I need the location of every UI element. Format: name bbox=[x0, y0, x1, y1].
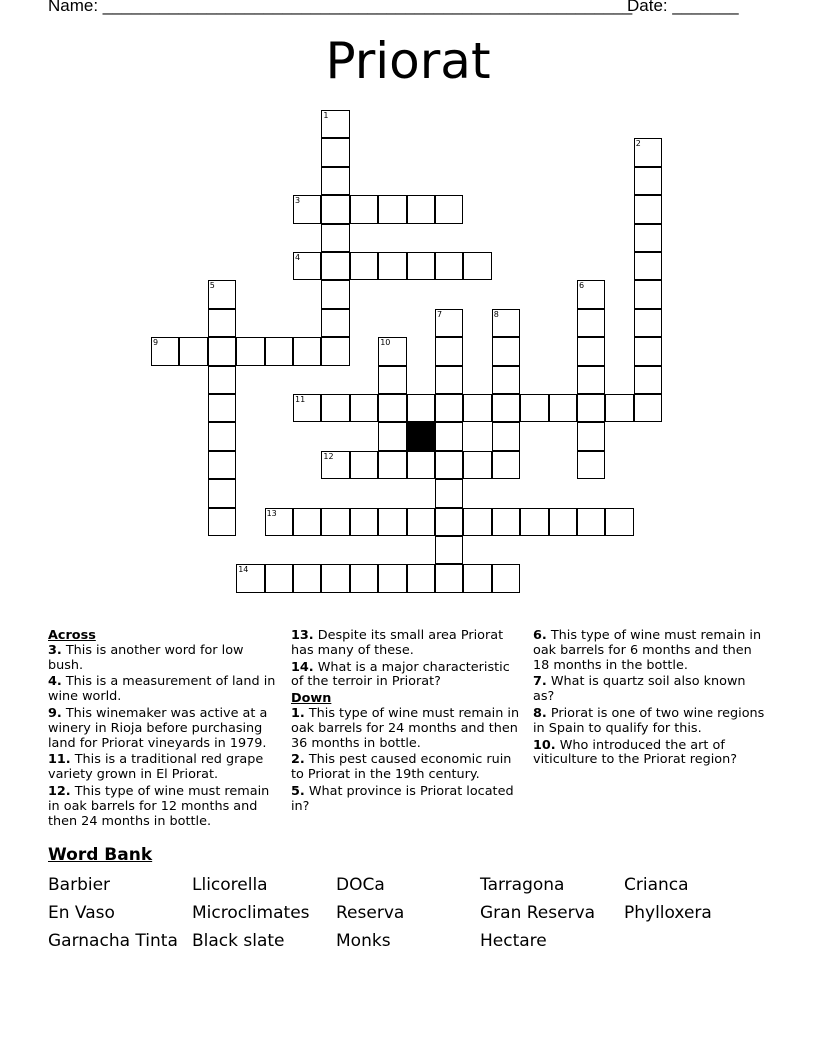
crossword-cell[interactable] bbox=[634, 252, 662, 280]
crossword-cell[interactable] bbox=[435, 536, 463, 564]
crossword-cell[interactable] bbox=[577, 422, 605, 450]
crossword-cell[interactable] bbox=[350, 195, 378, 223]
crossword-cell[interactable] bbox=[492, 451, 520, 479]
crossword-cell[interactable] bbox=[208, 366, 236, 394]
crossword-cell[interactable] bbox=[463, 252, 491, 280]
crossword-cell[interactable] bbox=[577, 394, 605, 422]
crossword-cell[interactable] bbox=[435, 252, 463, 280]
clues-column-2 bbox=[291, 629, 523, 817]
clue-across-13: 13. Despite its small area Priorat has many of these. bbox=[291, 628, 504, 658]
crossword-cell[interactable] bbox=[293, 564, 321, 592]
crossword-cell[interactable] bbox=[293, 252, 321, 280]
crossword-cell[interactable] bbox=[378, 451, 406, 479]
crossword-cell[interactable] bbox=[407, 451, 435, 479]
word-bank-item: DOCa bbox=[336, 875, 385, 895]
crossword-cell[interactable] bbox=[378, 366, 406, 394]
crossword-cell[interactable] bbox=[378, 252, 406, 280]
crossword-cell[interactable] bbox=[321, 451, 349, 479]
word-bank-item: Phylloxera bbox=[624, 903, 712, 923]
crossword-cell[interactable] bbox=[492, 422, 520, 450]
crossword-cell[interactable] bbox=[378, 394, 406, 422]
crossword-cell[interactable] bbox=[435, 309, 463, 337]
clues-column-3 bbox=[533, 629, 765, 770]
clue-across-3: 3. This is another word for low bush. bbox=[48, 642, 244, 673]
clue-across-11: 11. This is a traditional red grape variety grown in El Priorat. bbox=[48, 752, 264, 783]
crossword-cell[interactable] bbox=[435, 366, 463, 394]
crossword-cell[interactable] bbox=[321, 280, 349, 308]
word-bank-item: Reserva bbox=[336, 903, 405, 923]
crossword-cell[interactable] bbox=[378, 564, 406, 592]
crossword-cell[interactable] bbox=[407, 394, 435, 422]
down-heading: Down bbox=[291, 691, 332, 707]
word-bank-item: Microclimates bbox=[192, 903, 310, 923]
crossword-cell[interactable] bbox=[634, 224, 662, 252]
clue-number: 5 bbox=[209, 281, 215, 291]
clue-down-10: 10. Who introduced the art of viticulture to the Priorat region? bbox=[533, 737, 738, 768]
crossword-cell[interactable] bbox=[435, 451, 463, 479]
crossword-cell[interactable] bbox=[321, 337, 349, 365]
crossword-cell[interactable] bbox=[265, 564, 293, 592]
crossword-cell[interactable] bbox=[605, 508, 633, 536]
crossword-cell[interactable] bbox=[577, 337, 605, 365]
clue-number: 7 bbox=[437, 309, 443, 319]
crossword-cell[interactable] bbox=[378, 337, 406, 365]
crossword-cell[interactable] bbox=[435, 337, 463, 365]
crossword-cell[interactable] bbox=[293, 394, 321, 422]
across-heading: Across bbox=[48, 628, 96, 643]
clue-across-12: 12. This type of wine must remain in oak barrels for 12 months and then 24 months in bottle. bbox=[48, 783, 270, 829]
crossword-cell[interactable] bbox=[492, 309, 520, 337]
crossword-cell[interactable] bbox=[321, 167, 349, 195]
page-title: Priorat bbox=[325, 32, 491, 90]
clue-down-1: 1. This type of wine must remain in oak barrels for 24 months and then 36 months in bottle. bbox=[291, 705, 520, 751]
crossword-cell[interactable] bbox=[407, 195, 435, 223]
clue-number: 3 bbox=[295, 196, 301, 206]
clue-down-5: 5. What province is Priorat located in? bbox=[291, 783, 514, 814]
crossword-cell[interactable] bbox=[520, 394, 548, 422]
crossword-cell[interactable] bbox=[577, 366, 605, 394]
crossword-cell[interactable] bbox=[492, 366, 520, 394]
crossword-cell[interactable] bbox=[378, 195, 406, 223]
word-bank-item: Llicorella bbox=[192, 875, 268, 895]
crossword-cell[interactable] bbox=[208, 337, 236, 365]
crossword-cell[interactable] bbox=[407, 564, 435, 592]
word-bank-item: Crianca bbox=[624, 875, 689, 895]
clue-down-7: 7. What is quartz soil also known as? bbox=[533, 674, 746, 705]
word-bank-item: Monks bbox=[336, 931, 391, 951]
crossword-cell[interactable] bbox=[492, 564, 520, 592]
crossword-cell[interactable] bbox=[265, 337, 293, 365]
clue-number: 8 bbox=[493, 309, 499, 319]
crossword-cell[interactable] bbox=[350, 564, 378, 592]
crossword-cell[interactable] bbox=[549, 508, 577, 536]
crossword-cell[interactable] bbox=[208, 280, 236, 308]
clue-number: 10 bbox=[380, 338, 391, 348]
crossword-cell[interactable] bbox=[378, 508, 406, 536]
crossword-cell[interactable] bbox=[350, 451, 378, 479]
crossword-cell[interactable] bbox=[549, 394, 577, 422]
crossword-cell[interactable] bbox=[577, 508, 605, 536]
crossword-cell[interactable] bbox=[634, 280, 662, 308]
crossword-cell[interactable] bbox=[634, 167, 662, 195]
crossword-cell[interactable] bbox=[321, 394, 349, 422]
word-bank-item: Black slate bbox=[192, 931, 285, 951]
word-bank-item: Hectare bbox=[480, 931, 547, 951]
crossword-cell[interactable] bbox=[520, 508, 548, 536]
crossword-cell[interactable] bbox=[293, 337, 321, 365]
crossword-cell[interactable] bbox=[321, 309, 349, 337]
crossword-cell[interactable] bbox=[350, 508, 378, 536]
black-cell bbox=[407, 422, 435, 450]
crossword-cell[interactable] bbox=[293, 508, 321, 536]
crossword-cell[interactable] bbox=[350, 252, 378, 280]
crossword-cell[interactable] bbox=[435, 564, 463, 592]
crossword-cell[interactable] bbox=[208, 422, 236, 450]
crossword-cell[interactable] bbox=[236, 564, 264, 592]
crossword-cell[interactable] bbox=[208, 309, 236, 337]
word-bank-item: Barbier bbox=[48, 875, 111, 895]
crossword-cell[interactable] bbox=[492, 394, 520, 422]
crossword-cell[interactable] bbox=[634, 195, 662, 223]
clue-number: 2 bbox=[635, 139, 641, 149]
crossword-cell[interactable] bbox=[407, 508, 435, 536]
crossword-cell[interactable] bbox=[208, 451, 236, 479]
clue-across-14: 14. What is a major characteristic of the terroir in Priorat? bbox=[291, 659, 510, 690]
clue-down-2: 2. This pest caused economic ruin to Priorat in the 19th century. bbox=[291, 752, 512, 783]
clues-column-1 bbox=[48, 629, 280, 831]
date-field[interactable]: Date: _______ bbox=[627, 0, 739, 15]
crossword-cell[interactable] bbox=[463, 451, 491, 479]
clue-across-4: 4. This is a measurement of land in wine world. bbox=[48, 674, 276, 705]
word-bank-item: Gran Reserva bbox=[480, 903, 596, 923]
crossword-cell[interactable] bbox=[407, 252, 435, 280]
crossword-cell[interactable] bbox=[236, 337, 264, 365]
crossword-cell[interactable] bbox=[321, 564, 349, 592]
crossword-cell[interactable] bbox=[634, 309, 662, 337]
crossword-cell[interactable] bbox=[435, 422, 463, 450]
crossword-cell[interactable] bbox=[321, 224, 349, 252]
crossword-cell[interactable] bbox=[321, 138, 349, 166]
crossword-cell[interactable] bbox=[577, 280, 605, 308]
crossword-cell[interactable] bbox=[321, 508, 349, 536]
crossword-cell[interactable] bbox=[634, 394, 662, 422]
crossword-cell[interactable] bbox=[293, 195, 321, 223]
crossword-cell[interactable] bbox=[577, 451, 605, 479]
clue-down-8: 8. Priorat is one of two wine regions in Spain to qualify for this. bbox=[533, 705, 765, 736]
crossword-cell[interactable] bbox=[208, 394, 236, 422]
crossword-cell[interactable] bbox=[435, 394, 463, 422]
crossword-cell[interactable] bbox=[151, 337, 179, 365]
crossword-cell[interactable] bbox=[492, 337, 520, 365]
word-bank-item: Tarragona bbox=[480, 875, 565, 895]
crossword-cell[interactable] bbox=[321, 110, 349, 138]
word-bank-item: En Vaso bbox=[48, 903, 115, 923]
crossword-cell[interactable] bbox=[463, 508, 491, 536]
crossword-cell[interactable] bbox=[208, 479, 236, 507]
crossword-cell[interactable] bbox=[634, 337, 662, 365]
crossword-cell[interactable] bbox=[435, 479, 463, 507]
crossword-cell[interactable] bbox=[179, 337, 207, 365]
crossword-cell[interactable] bbox=[463, 394, 491, 422]
name-field[interactable]: Name: ________________________________________________________ bbox=[48, 0, 633, 15]
crossword-cell[interactable] bbox=[350, 394, 378, 422]
clue-number: 14 bbox=[238, 565, 249, 575]
clue-across-9: 9. This winemaker was active at a winery in Rioja before purchasing land for Priorat vineyards in 1979. bbox=[48, 705, 268, 751]
crossword-cell[interactable] bbox=[634, 366, 662, 394]
clue-number: 13 bbox=[266, 508, 277, 518]
crossword-cell[interactable] bbox=[435, 195, 463, 223]
clue-number: 6 bbox=[579, 281, 585, 291]
crossword-cell[interactable] bbox=[634, 138, 662, 166]
crossword-cell[interactable] bbox=[492, 508, 520, 536]
clue-number: 4 bbox=[295, 253, 301, 262]
crossword-cell[interactable] bbox=[321, 195, 349, 223]
crossword-cell[interactable] bbox=[463, 564, 491, 592]
word-bank-item: Garnacha Tinta bbox=[48, 931, 178, 951]
crossword-cell[interactable] bbox=[208, 508, 236, 536]
clue-number: 11 bbox=[295, 395, 306, 404]
crossword-cell[interactable] bbox=[265, 508, 293, 536]
clue-down-6: 6. This type of wine must remain in oak barrels for 6 months and then 18 months in the bottle. bbox=[533, 628, 762, 673]
crossword-cell[interactable] bbox=[378, 422, 406, 450]
word-bank-title: Word Bank bbox=[48, 845, 153, 865]
crossword-cell[interactable] bbox=[605, 394, 633, 422]
clue-number: 12 bbox=[323, 451, 334, 461]
clue-number: 1 bbox=[323, 111, 329, 120]
clue-number: 9 bbox=[153, 338, 159, 348]
crossword-cell[interactable] bbox=[435, 508, 463, 536]
crossword-cell[interactable] bbox=[577, 309, 605, 337]
crossword-cell[interactable] bbox=[321, 252, 349, 280]
